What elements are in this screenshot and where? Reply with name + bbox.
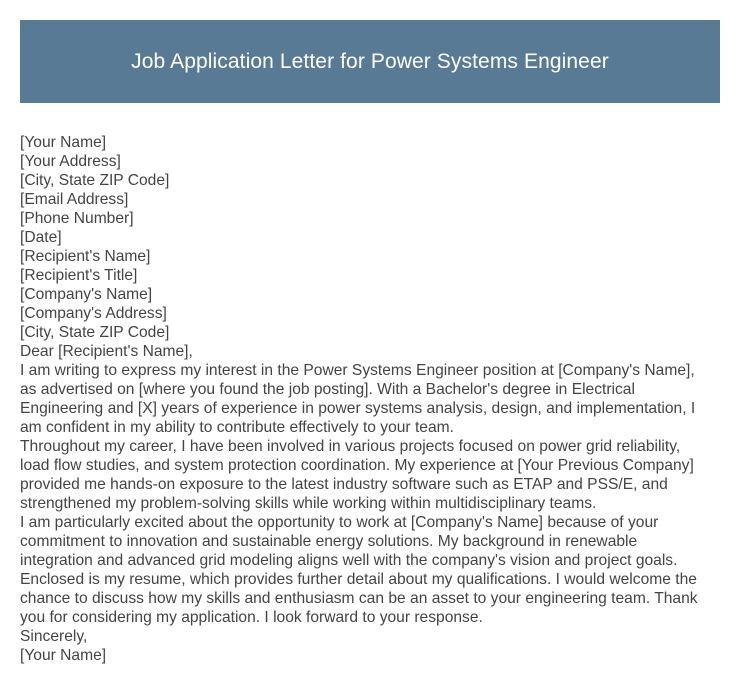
paragraph-line: am confident in my ability to contribute effectively to your team. bbox=[20, 419, 454, 436]
paragraph-line: chance to discuss how my skills and enthusiasm can be an asset to your engineering team. Thank bbox=[20, 590, 698, 607]
sender-name: [Your Name] bbox=[20, 134, 107, 151]
recipient-name: [Recipient's Name] bbox=[20, 248, 151, 265]
sender-city-state-zip: [City, State ZIP Code] bbox=[20, 172, 170, 189]
paragraph-line: commitment to innovation and sustainable energy solutions. My background in renewable bbox=[20, 533, 638, 550]
paragraph-line: Enclosed is my resume, which provides further detail about my qualifications. I would welcome the bbox=[20, 571, 697, 588]
recipient-address: [Company's Address] bbox=[20, 305, 167, 322]
paragraph-line: Throughout my career, I have been involved in various projects focused on power grid reliability, bbox=[20, 438, 681, 455]
page-title: Job Application Letter for Power Systems Engineer bbox=[131, 49, 609, 73]
paragraph-line: I am particularly excited about the opportunity to work at [Company's Name] because of your bbox=[20, 514, 659, 531]
paragraph-line: I am writing to express my interest in the Power Systems Engineer position at [Company's Name], bbox=[20, 362, 695, 379]
paragraph-motivation bbox=[20, 513, 722, 570]
paragraph-line: load flow studies, and system protection coordination. My experience at [Your Previous Company] bbox=[20, 457, 694, 474]
sender-email: [Email Address] bbox=[20, 191, 129, 208]
paragraph-closing bbox=[20, 570, 722, 627]
paragraph-line: strengthened my problem-solving skills while working within multidisciplinary teams. bbox=[20, 495, 597, 512]
paragraph-intro bbox=[20, 361, 722, 437]
recipient-company: [Company's Name] bbox=[20, 286, 153, 303]
sender-block bbox=[20, 133, 722, 247]
paragraph-line: Engineering and [X] years of experience in power systems analysis, design, and implementation, I bbox=[20, 400, 696, 417]
paragraph-line: you for considering my application. I look forward to your response. bbox=[20, 609, 483, 626]
paragraph-line: as advertised on [where you found the job posting]. With a Bachelor's degree in Electrical bbox=[20, 381, 635, 398]
paragraph-experience bbox=[20, 437, 722, 513]
recipient-title: [Recipient's Title] bbox=[20, 267, 138, 284]
letter-header bbox=[20, 20, 720, 103]
letter-body bbox=[20, 133, 722, 665]
sender-address: [Your Address] bbox=[20, 153, 121, 170]
paragraph-line: provided me hands-on exposure to the latest industry software such as ETAP and PSS/E, and bbox=[20, 476, 668, 493]
sender-phone: [Phone Number] bbox=[20, 210, 134, 227]
recipient-block bbox=[20, 247, 722, 342]
paragraph-line: integration and advanced grid modeling aligns well with the company's vision and project goals. bbox=[20, 552, 678, 569]
signature: [Your Name] bbox=[20, 647, 107, 664]
closing: Sincerely, bbox=[20, 628, 88, 645]
recipient-city-state-zip: [City, State ZIP Code] bbox=[20, 324, 170, 341]
letter-date: [Date] bbox=[20, 229, 62, 246]
salutation: Dear [Recipient's Name], bbox=[20, 343, 193, 360]
